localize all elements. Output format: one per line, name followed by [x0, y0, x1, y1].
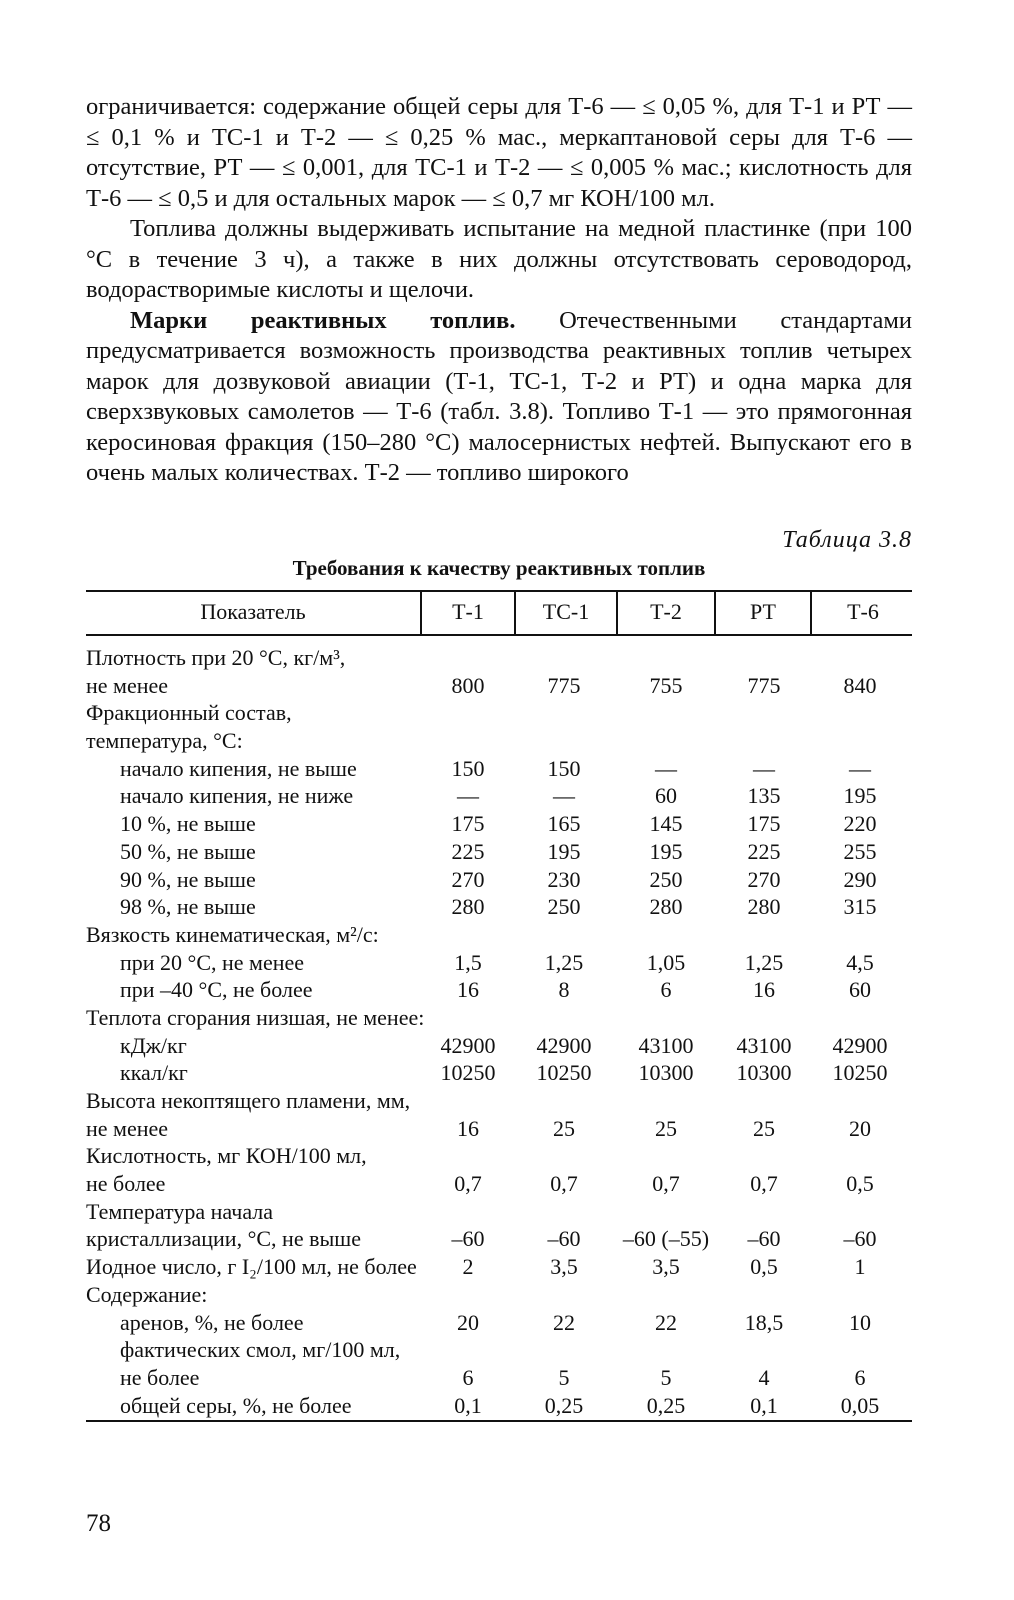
cell-тс-1: 165 [547, 811, 581, 837]
paragraph-3-heading: Марки реактивных топлив. [130, 306, 516, 334]
cell-рт: 175 [747, 811, 781, 837]
cell-т-2: 25 [655, 1115, 677, 1141]
cell-т-6: 6 [854, 1364, 866, 1390]
cell-т-6: — [849, 755, 871, 781]
cell-тс-1: 195 [547, 838, 581, 864]
row-label: Теплота сгорания низшая, не менее: [86, 1004, 425, 1030]
table-header [86, 592, 912, 634]
cell-т-6: 60 [849, 977, 871, 1003]
cell-т-2: 280 [649, 894, 683, 920]
table-row [86, 727, 912, 755]
row-label: начало кипения, не ниже [120, 783, 354, 809]
cell-т-1: 1,5 [454, 949, 482, 975]
cell-рт: 270 [747, 866, 781, 892]
paragraph-2: Топлива должны выдерживать испытание на медной пластинке (при 100 °С в течение 3 ч), а также в них должны отсутствовать сероводород, водорастворимые кислоты и щелочи. [86, 215, 912, 303]
cell-т-2: 3,5 [652, 1254, 680, 1280]
cell-т-6: 20 [849, 1115, 871, 1141]
cell-рт: 775 [747, 672, 781, 698]
row-label: Содержание: [86, 1281, 208, 1307]
cell-рт: –60 [747, 1226, 781, 1252]
row-label: не более [86, 1171, 166, 1197]
table-row [86, 1087, 912, 1115]
cell-т-6: 0,05 [840, 1392, 880, 1418]
cell-тс-1: 8 [558, 977, 570, 1003]
cell-тс-1: 22 [553, 1309, 575, 1335]
paragraph-3 [86, 306, 912, 489]
row-label: Высота некоптящего пламени, мм, [86, 1088, 411, 1113]
cell-т-2: 195 [649, 838, 683, 864]
row-label: температура, °С: [86, 728, 243, 754]
cell-т-2: 145 [649, 811, 683, 837]
header-t6: Т-6 [810, 592, 914, 634]
table-row [86, 893, 912, 921]
row-label: фактических смол, мг/100 мл, [120, 1337, 401, 1363]
table-row [86, 1032, 912, 1060]
table-row [86, 1059, 912, 1087]
cell-т-6: 1 [854, 1254, 866, 1280]
cell-т-6: –60 [843, 1226, 877, 1252]
cell-рт: 1,25 [744, 949, 784, 975]
cell-т-6: 10250 [832, 1060, 888, 1086]
cell-рт: 18,5 [744, 1309, 784, 1335]
cell-т-2: –60 (–55) [622, 1226, 710, 1252]
cell-т-2: 5 [660, 1364, 672, 1390]
table-row [86, 1004, 912, 1032]
table-header-rule [86, 634, 912, 636]
cell-т-6: 0,5 [846, 1171, 874, 1197]
cell-рт: 43100 [736, 1032, 792, 1058]
cell-т-1: 16 [457, 977, 479, 1003]
row-label: общей серы, %, не более [120, 1392, 352, 1418]
table-row [86, 838, 912, 866]
header-t1: Т-1 [420, 592, 514, 634]
cell-т-1: 225 [451, 838, 485, 864]
cell-т-6: 290 [843, 866, 877, 892]
cell-т-6: 840 [843, 672, 877, 698]
cell-рт: 25 [753, 1115, 775, 1141]
cell-т-1: 6 [462, 1364, 474, 1390]
cell-рт: 0,5 [750, 1254, 778, 1280]
cell-т-1: 800 [451, 672, 485, 698]
row-label: 98 %, не выше [120, 894, 256, 920]
row-label: не более [120, 1364, 200, 1390]
cell-т-2: 10300 [638, 1060, 694, 1086]
row-label: 10 %, не выше [120, 811, 256, 837]
cell-рт: 0,7 [750, 1171, 778, 1197]
cell-т-2: 22 [655, 1309, 677, 1335]
cell-тс-1: 10250 [536, 1060, 592, 1086]
table-row [86, 921, 912, 949]
table-title: Требования к качеству реактивных топлив [292, 556, 706, 580]
cell-т-1: –60 [451, 1226, 485, 1252]
cell-тс-1: — [553, 783, 575, 809]
cell-рт: 4 [758, 1364, 770, 1390]
table-row [86, 1309, 912, 1337]
cell-т-2: 0,7 [652, 1171, 680, 1197]
cell-рт: — [753, 755, 775, 781]
header-rt: РТ [714, 592, 810, 634]
row-label: Вязкость кинематическая, м²/с: [86, 921, 379, 947]
cell-тс-1: 250 [547, 894, 581, 920]
cell-т-6: 315 [843, 894, 877, 920]
cell-т-2: 1,05 [646, 949, 686, 975]
cell-т-1: 280 [451, 894, 485, 920]
table-row [86, 1364, 912, 1392]
table-body [86, 644, 912, 1419]
table-row [86, 949, 912, 977]
cell-т-1: 42900 [440, 1032, 496, 1058]
cell-тс-1: 0,7 [550, 1171, 578, 1197]
body-text [86, 92, 912, 489]
table-row [86, 644, 912, 672]
cell-т-1: 20 [457, 1309, 479, 1335]
cell-т-2: 250 [649, 866, 683, 892]
cell-т-2: 0,25 [646, 1392, 686, 1418]
table-row [86, 699, 912, 727]
cell-тс-1: 230 [547, 866, 581, 892]
cell-т-1: 175 [451, 811, 485, 837]
cell-т-1: 270 [451, 866, 485, 892]
cell-тс-1: 25 [553, 1115, 575, 1141]
row-label: кДж/кг [120, 1032, 187, 1058]
table-row [86, 1115, 912, 1143]
table-row [86, 672, 912, 700]
cell-т-6: 10 [849, 1309, 871, 1335]
cell-т-2: 43100 [638, 1032, 694, 1058]
row-label: Плотность при 20 °С, кг/м³, [86, 645, 346, 670]
row-label: аренов, %, не более [120, 1309, 304, 1335]
cell-т-6: 4,5 [846, 949, 874, 975]
table-row [86, 1225, 912, 1253]
cell-тс-1: 0,25 [544, 1392, 584, 1418]
header-indicator: Показатель [200, 599, 306, 624]
row-label: Температура начала [86, 1198, 274, 1224]
table-row [86, 755, 912, 783]
cell-т-1: — [457, 783, 479, 809]
table-bottom-rule [86, 1420, 912, 1422]
cell-т-1: 0,1 [454, 1392, 482, 1418]
cell-т-6: 42900 [832, 1032, 888, 1058]
cell-тс-1: –60 [547, 1226, 581, 1252]
cell-тс-1: 150 [547, 755, 581, 781]
table-row [86, 866, 912, 894]
row-label: при 20 °С, не менее [120, 949, 305, 975]
table-row [86, 1336, 912, 1364]
table-caption: Таблица 3.8 [782, 527, 912, 553]
cell-т-6: 195 [843, 783, 877, 809]
cell-т-1: 0,7 [454, 1171, 482, 1197]
cell-тс-1: 3,5 [550, 1254, 578, 1280]
cell-т-6: 255 [843, 838, 877, 864]
table-row [86, 1170, 912, 1198]
cell-т-1: 150 [451, 755, 485, 781]
cell-т-2: — [655, 755, 677, 781]
row-label: Иодное число, г I₂/100 мл, не более [86, 1254, 417, 1280]
cell-рт: 225 [747, 838, 781, 864]
cell-рт: 135 [747, 783, 781, 809]
cell-т-2: 6 [660, 977, 672, 1003]
cell-рт: 280 [747, 894, 781, 920]
table-row [86, 1392, 912, 1420]
cell-рт: 10300 [736, 1060, 792, 1086]
cell-т-1: 10250 [440, 1060, 496, 1086]
table-row [86, 1198, 912, 1226]
table-row [86, 1281, 912, 1309]
row-label: кристаллизации, °С, не выше [86, 1226, 361, 1252]
row-label: не менее [86, 1115, 169, 1141]
cell-рт: 0,1 [750, 1392, 778, 1418]
row-label: Фракционный состав, [86, 700, 292, 726]
cell-тс-1: 42900 [536, 1032, 592, 1058]
paragraph-1: ограничивается: содержание общей серы для Т-6 — ≤ 0,05 %, для Т-1 и РТ — ≤ 0,1 % и ТС-1 и Т-2 — ≤ 0,25 % мас., меркаптановой серы для Т-6 — отсутствие, РТ — ≤ 0,001, для ТС-1 и Т-2 — ≤ 0,005 % мас.; кислотность для Т-6 — ≤ 0,5 и для остальных марок — ≤ 0,7 мг КОН/100 мл. [86, 93, 912, 212]
table-row [86, 810, 912, 838]
header-ts1: ТС-1 [514, 592, 616, 634]
cell-рт: 16 [753, 977, 775, 1003]
cell-тс-1: 1,25 [544, 949, 584, 975]
cell-тс-1: 5 [558, 1364, 570, 1390]
table-row [86, 1142, 912, 1170]
row-label: начало кипения, не выше [120, 755, 357, 781]
row-label: Кислотность, мг КОН/100 мл, [86, 1143, 367, 1169]
page-number: 78 [86, 1510, 111, 1537]
paragraph-3-text: Отечественными стандартами предусматривается возможность производства реактивных топлив четырех марок для дозвуковой авиации (Т-1, ТС-1, Т-2 и РТ) и одна марка для сверхзвуковых самолетов — Т-6 (табл. 3.8). Топливо Т-1 — это прямогонная керосиновая фракция (150–280 °С) малосернистых нефтей. Выпускают его в очень малых количествах. Т-2 — топливо широкого [86, 306, 912, 486]
row-label: 50 %, не выше [120, 838, 256, 864]
cell-т-6: 220 [843, 811, 877, 837]
header-t2: Т-2 [616, 592, 714, 634]
row-label: при –40 °С, не более [120, 977, 313, 1003]
table-row [86, 1253, 912, 1281]
cell-т-1: 16 [457, 1115, 479, 1141]
cell-т-2: 60 [655, 783, 677, 809]
row-label: не менее [86, 672, 169, 698]
row-label: ккал/кг [120, 1060, 188, 1086]
cell-т-1: 2 [462, 1254, 474, 1280]
cell-т-2: 755 [649, 672, 683, 698]
cell-тс-1: 775 [547, 672, 581, 698]
row-label: 90 %, не выше [120, 866, 256, 892]
table-row [86, 976, 912, 1004]
table-row [86, 782, 912, 810]
